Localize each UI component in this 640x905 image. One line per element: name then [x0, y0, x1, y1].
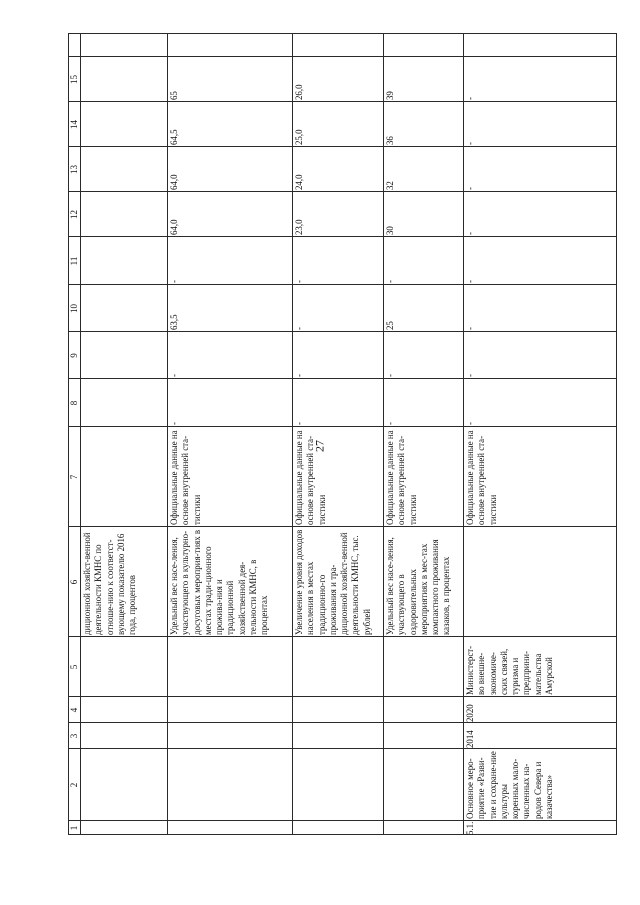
value-cell: 64,0	[169, 174, 179, 190]
value-cell: -	[294, 280, 304, 283]
value-cell: 65	[169, 91, 179, 100]
table-rule	[68, 33, 617, 34]
activity-name: Основное меро-приятие «Разви-тие и сохране-ние культуры коренных мало-численных на-родов Севера и казачества»	[465, 751, 555, 819]
indicator-name: Удельный вес насе-ления, участвующего в оздоровительных мероприятиях в мес-тах компактного проживания казаков, в процентах	[385, 537, 452, 635]
data-source: Официальные данные на основе внутренней ста-тистики	[169, 430, 202, 525]
data-source: Официальные данные на основе внутренней ста-тистики	[385, 430, 418, 525]
value-cell: 30	[385, 226, 395, 235]
value-cell: -	[385, 374, 395, 377]
executor: Министерст-во внешне-экономиче-ских связей, туризма и предприни-мательства Амурской	[465, 645, 555, 695]
column-number: 12	[69, 210, 79, 219]
end-year: 2020	[465, 704, 475, 722]
column-number: 13	[69, 165, 79, 174]
column-number: 7	[69, 474, 79, 480]
value-cell: 26,0	[294, 84, 304, 100]
table-rule	[68, 331, 617, 332]
table-rule	[68, 722, 617, 723]
table-rule	[68, 101, 617, 102]
column-number: 5	[69, 664, 79, 670]
value-cell: -	[294, 374, 304, 377]
value-cell: -	[385, 280, 395, 283]
indicator-name: диционной хозяйст-венной деятельности КМНС по отноше-нию к соответст-вующему показателю 2016 года, процентов	[82, 532, 138, 635]
value-cell: -	[169, 280, 179, 283]
column-number: 10	[69, 304, 79, 313]
value-cell: -	[465, 232, 475, 235]
value-cell: -	[465, 97, 475, 100]
value-cell: -	[465, 280, 475, 283]
indicator-name	[464, 527, 616, 637]
table-rule	[68, 378, 617, 379]
column-number: 4	[69, 707, 79, 713]
indicator-name: Увеличение уровня доходов населения в местах традиционно-го проживания и тра-диционной хозяйст-венной деятельности КМНС, тыс. рублей	[294, 529, 372, 635]
row-number: 5.1.	[465, 821, 475, 835]
page-number: 27	[312, 440, 327, 452]
value-cell: 24,0	[294, 174, 304, 190]
value-cell: -	[169, 374, 179, 377]
data-source: Официальные данные на основе внутренней ста-тистики	[465, 430, 498, 525]
column-number: 3	[69, 733, 79, 739]
value-cell: -	[465, 327, 475, 330]
column-number: 9	[69, 353, 79, 358]
column-number: 11	[69, 256, 79, 266]
table-rule	[68, 56, 617, 57]
value-cell: 63,5	[169, 314, 179, 330]
value-cell: 23,0	[294, 219, 304, 235]
value-cell: -	[465, 142, 475, 145]
value-cell: 25,0	[294, 129, 304, 145]
value-cell: 36	[385, 136, 395, 145]
value-cell: -	[465, 187, 475, 190]
column-number: 1	[69, 825, 79, 831]
column-number: 14	[69, 120, 79, 129]
rotated-table	[68, 33, 617, 835]
value-cell: -	[465, 422, 475, 425]
column-number: 8	[69, 400, 79, 406]
table-rule	[68, 191, 617, 192]
table-rule	[68, 834, 617, 835]
table-rule	[68, 146, 617, 147]
indicator-name: Удельный вес насе-ления, участвующего в культурно-досуговых мероприя-тиях в местах тради-ционного прожива-ния и традиционной хозяйственной дея-тельности КМНС, в процентах	[169, 529, 270, 635]
value-cell: 25	[385, 321, 395, 330]
value-cell: -	[465, 374, 475, 377]
column-number: 15	[69, 75, 79, 84]
table-rule	[616, 33, 617, 835]
data-source: Официальные данные на основе внутренней ста-тистики	[294, 430, 327, 525]
value-cell: -	[294, 422, 304, 425]
value-cell: 64,5	[169, 129, 179, 145]
table-rule	[68, 236, 617, 237]
column-number: 6	[69, 579, 79, 585]
value-cell: -	[385, 422, 395, 425]
value-cell: 64,0	[169, 219, 179, 235]
start-year: 2014	[465, 730, 475, 748]
column-number: 2	[69, 782, 79, 788]
value-cell: 39	[385, 91, 395, 100]
value-cell: -	[169, 422, 179, 425]
table-rule	[80, 33, 81, 835]
value-cell: -	[294, 327, 304, 330]
table-rule	[68, 284, 617, 285]
value-cell: 32	[385, 181, 395, 190]
